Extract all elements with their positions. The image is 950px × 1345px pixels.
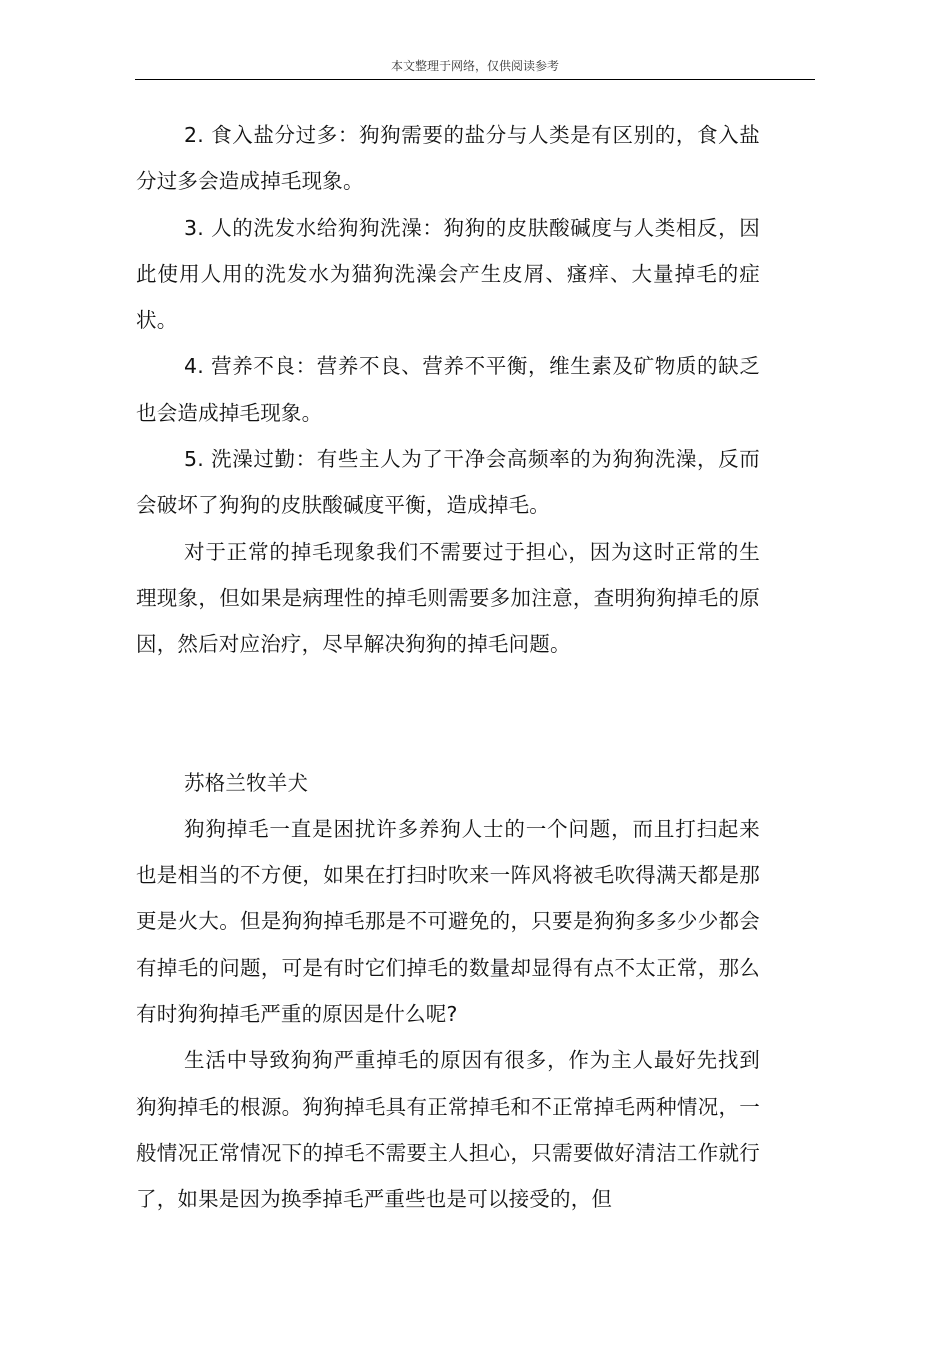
section-title: 苏格兰牧羊犬 — [184, 770, 309, 795]
page-header-note: 本文整理于网络，仅供阅读参考 — [390, 59, 559, 73]
paragraph-over-bathing: 5. 洗澡过勤：有些主人为了干净会高频率的为狗狗洗澡，反而会破坏了狗狗的皮肤酸碱度平衡，造成掉毛。 — [136, 447, 760, 518]
section-spacer — [136, 668, 760, 760]
document-body — [136, 112, 760, 1223]
paragraph-conclusion: 对于正常的掉毛现象我们不需要过于担心，因为这时正常的生理现象，但如果是病理性的掉毛则需要多加注意，查明狗狗掉毛的原因，然后对应治疗，尽早解决狗狗的掉毛问题。 — [136, 539, 760, 657]
header-divider — [135, 79, 815, 80]
paragraph-shedding-causes: 生活中导致狗狗严重掉毛的原因有很多，作为主人最好先找到狗狗掉毛的根源。狗狗掉毛具有正常掉毛和不正常掉毛两种情况，一般情况正常情况下的掉毛不需要主人担心，只需要做好清洁工作就行了，如果是因为换季掉毛严重些也是可以接受的，但 — [136, 1048, 760, 1212]
paragraph-salt-intake: 2. 食入盐分过多：狗狗需要的盐分与人类是有区别的，食入盐分过多会造成掉毛现象。 — [136, 123, 760, 194]
paragraph-malnutrition: 4. 营养不良：营养不良、营养不平衡，维生素及矿物质的缺乏也会造成掉毛现象。 — [136, 354, 760, 425]
paragraph-human-shampoo: 3. 人的洗发水给狗狗洗澡：狗狗的皮肤酸碱度与人类相反，因此使用人用的洗发水为猫狗洗澡会产生皮屑、瘙痒、大量掉毛的症状。 — [136, 215, 760, 333]
paragraph-shedding-problem: 狗狗掉毛一直是困扰许多养狗人士的一个问题，而且打扫起来也是相当的不方便，如果在打扫时吹来一阵风将被毛吹得满天都是那更是火大。但是狗狗掉毛那是不可避免的，只要是狗狗多多少少都会有掉毛的问题，可是有时它们掉毛的数量却显得有点不太正常，那么有时狗狗掉毛严重的原因是什么呢? — [136, 816, 760, 1027]
